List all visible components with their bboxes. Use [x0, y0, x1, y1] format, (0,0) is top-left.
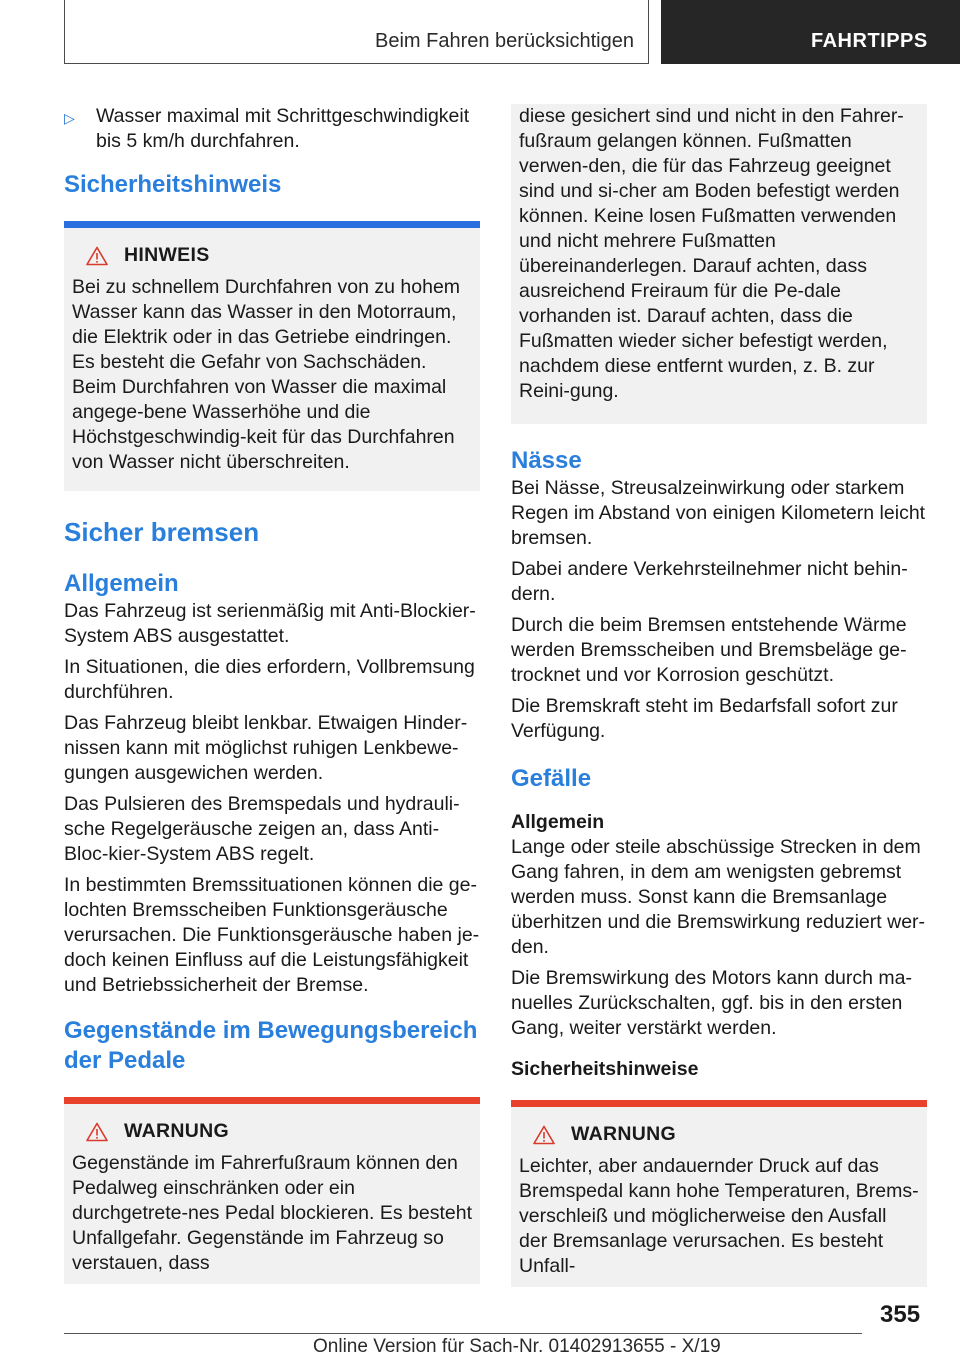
- warnung-callout-left: [64, 1097, 480, 1284]
- paragraph: Durch die beim Bremsen entstehende Wärme werden Bremsscheiben und Bremsbeläge ge-trocknet und vor Korrosion geschützt.: [511, 614, 907, 686]
- paragraph: In bestimmten Bremssituationen können die ge-lochten Bremsscheiben Funktionsgeräusche verursachen. Die Funktionsgeräusche haben je-doch keinen Einfluss auf die Leistungsfähigkeit und Betriebssicherheit der Bremse.: [64, 874, 480, 996]
- left-column: [64, 104, 480, 1284]
- bullet-text: Wasser maximal mit Schrittgeschwindigkeit bis 5 km/h durchfahren.: [96, 105, 470, 152]
- brake-heading: Sicher bremsen: [64, 517, 260, 547]
- paragraph: Bei Nässe, Streusalzeinwirkung oder starkem Regen im Abstand von einigen Kilometern leicht bremsen.: [511, 477, 926, 549]
- warnung-title: WARNUNG: [124, 1120, 230, 1142]
- triangle-bullet-icon: ▷: [64, 110, 75, 126]
- paragraph: Die Bremswirkung des Motors kann durch ma-nuelles Zurückschalten, ggf. bis in den ersten Gang, weiter verstärkt werden.: [511, 967, 912, 1039]
- warnung-title-row: [72, 1120, 472, 1143]
- paragraph: Das Pulsieren des Bremspedals und hydrauli-sche Regelgeräusche zeigen an, dass Anti-Bloc-kier-System ABS regelt.: [64, 793, 460, 865]
- paragraph: Das Fahrzeug ist serienmäßig mit Anti-Blockier-System ABS ausgestattet.: [64, 600, 476, 647]
- warning-triangle-icon: [86, 246, 108, 266]
- warning-triangle-icon: [533, 1125, 555, 1145]
- warnung-callout-right: [511, 1100, 927, 1287]
- footer-online-version: Online Version für Sach-Nr. 01402913655 - X/19: [313, 1336, 721, 1357]
- warnung-callout-continued: [511, 104, 927, 424]
- warnung-title-row: [519, 1123, 919, 1146]
- paragraph: Lange oder steile abschüssige Strecken in dem Gang fahren, in dem am wenigsten gebremst werden muss. Sonst kann die Bremsanlage überhitzen und die Bremswirkung reduziert wer-den.: [511, 836, 926, 958]
- paragraph: Die Bremskraft steht im Bedarfsfall sofort zur Verfügung.: [511, 695, 898, 742]
- warnung-text: Leichter, aber andauernder Druck auf das Bremspedal kann hohe Temperaturen, Brems-verschleiß und möglicherweise den Ausfall der Bremsanlage verursachen. Es besteht Unfall-: [519, 1155, 919, 1277]
- header-chapter-tab: FAHRTIPPS: [661, 0, 960, 64]
- slope-heading: Gefälle: [511, 765, 592, 792]
- page-number: 355: [880, 1301, 921, 1328]
- paragraph: Dabei andere Verkehrsteilnehmer nicht behin-dern.: [511, 558, 908, 605]
- right-column: [511, 104, 927, 1287]
- pedal-heading: Gegenstände im Bewegungsbereich der Pedale: [64, 1017, 478, 1074]
- hinweis-title-row: [72, 244, 472, 267]
- warning-triangle-icon: [86, 1122, 108, 1142]
- paragraph: Das Fahrzeug bleibt lenkbar. Etwaigen Hinder-nissen kann mit möglichst ruhigen Lenkbewe-gungen ausgewichen werden.: [64, 712, 468, 784]
- warnung-title: WARNUNG: [571, 1123, 677, 1145]
- header-section-box: [64, 0, 649, 64]
- hinweis-title: HINWEIS: [124, 244, 210, 266]
- paragraph: In Situationen, die dies erfordern, Vollbremsung durchführen.: [64, 656, 475, 703]
- callout-continued-text: diese gesichert sind und nicht in den Fahrer-fußraum gelangen können. Fußmatten verwen-den, die für das Fahrzeug geeignet sind und si-cher am Boden befestigt werden können. Keine losen Fußmatten verwenden und nicht mehrere Fußmatten übereinanderlegen. Darauf achten, dass ausreichend Freiraum für die Pe-dale vorhanden ist. Darauf achten, dass die Fußmatten wieder sicher befestigt werden, nachdem diese entfernt wurden, z. B. zur Reini-gung.: [519, 105, 904, 402]
- header-section-title: Beim Fahren berücksichtigen: [374, 30, 634, 52]
- footer-divider: [64, 1333, 862, 1334]
- wet-heading: Nässe: [511, 447, 582, 474]
- bullet-item: [64, 104, 480, 154]
- hinweis-callout: [64, 221, 480, 491]
- hinweis-text: Bei zu schnellem Durchfahren von zu hohem Wasser kann das Wasser in den Motorraum, die Elektrik oder in das Getriebe eindringen. Es besteht die Gefahr von Sachschäden. Beim Durchfahren von Wasser die maximal angege-bene Wasserhöhe und die Höchstgeschwindig-keit für das Durchfahren von Wasser nicht überschreiten.: [72, 276, 461, 473]
- safety-notes-heading: Sicherheitshinweise: [511, 1058, 699, 1080]
- slope-general-heading: Allgemein: [511, 811, 605, 833]
- general-heading: Allgemein: [64, 570, 179, 597]
- warnung-text: Gegenstände im Fahrerfußraum können den Pedalweg einschränken oder ein durchgetrete-nes Pedal blockieren. Es besteht Unfallgefahr. Gegenstände im Fahrzeug so verstauen, dass: [72, 1152, 472, 1274]
- safety-heading: Sicherheitshinweis: [64, 171, 282, 198]
